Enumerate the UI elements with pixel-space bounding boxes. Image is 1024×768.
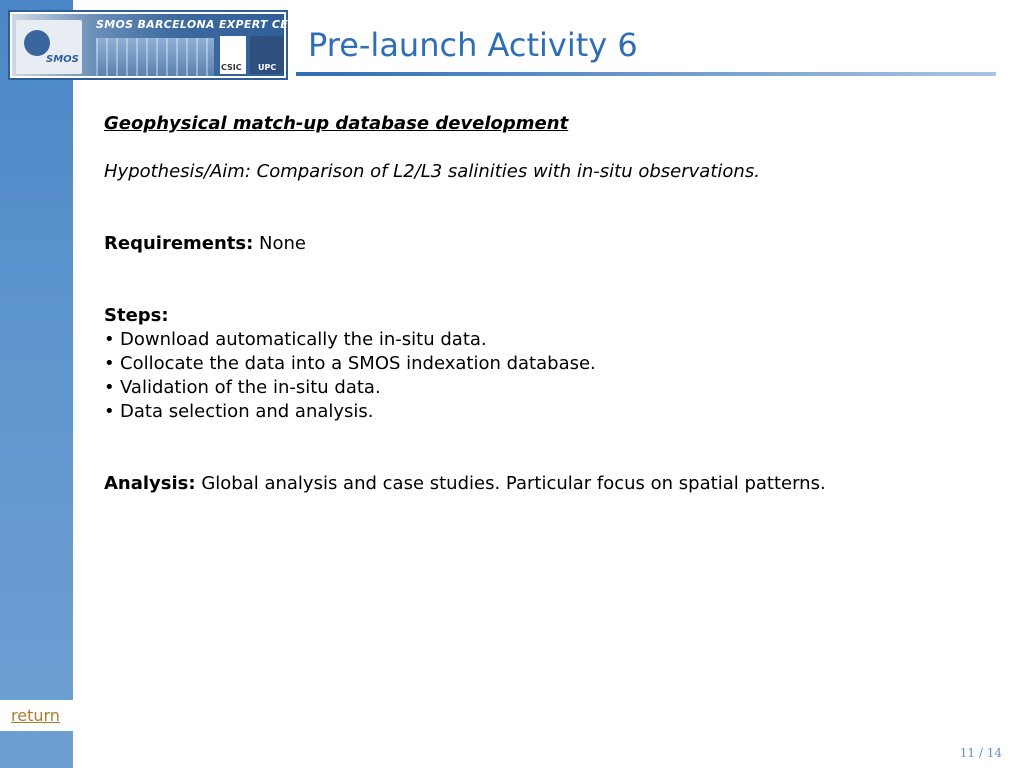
smos-logo-banner	[8, 10, 323, 80]
page-title: Pre-launch Activity 6	[308, 26, 638, 64]
satellite-icon	[24, 30, 50, 56]
steps-section	[104, 304, 984, 424]
step-text: Data selection and analysis.	[120, 401, 374, 422]
bullet-icon: •	[104, 329, 115, 350]
left-sidebar-bar	[0, 0, 73, 700]
step-text: Download automatically the in-situ data.	[120, 329, 487, 350]
return-link[interactable]: return	[11, 706, 60, 725]
csic-logo-text: CSIC	[221, 63, 242, 72]
page-number	[960, 746, 1002, 760]
page-separator: /	[975, 746, 987, 760]
bullet-icon: •	[104, 401, 115, 422]
page-total: 14	[986, 746, 1002, 760]
analysis-label: Analysis:	[104, 473, 196, 494]
page-current: 11	[959, 746, 976, 760]
list-item	[104, 400, 984, 424]
requirements-section	[104, 232, 984, 256]
logo-title: SMOS BARCELONA EXPERT CENTRE	[96, 18, 323, 31]
list-item	[104, 352, 984, 376]
list-item	[104, 328, 984, 352]
steps-label: Steps:	[104, 305, 169, 326]
list-item	[104, 376, 984, 400]
smos-emblem-icon	[16, 20, 82, 74]
logo-smos-text: SMOS	[46, 54, 79, 65]
step-text: Validation of the in-situ data.	[120, 377, 381, 398]
step-text: Collocate the data into a SMOS indexation database.	[120, 353, 596, 374]
steps-list	[104, 328, 984, 424]
slide-heading: Geophysical match-up database development	[104, 113, 569, 134]
building-image	[96, 38, 214, 76]
requirements-value: None	[253, 233, 307, 254]
analysis-value: Global analysis and case studies. Particular focus on spatial patterns.	[195, 473, 826, 494]
title-underline	[296, 72, 996, 76]
upc-logo-icon	[250, 36, 284, 74]
requirements-label: Requirements:	[104, 233, 254, 254]
hypothesis-text: Hypothesis/Aim: Comparison of L2/L3 salinities with in-situ observations.	[104, 161, 760, 182]
bullet-icon: •	[104, 377, 115, 398]
logo-inner	[12, 14, 323, 76]
analysis-section	[104, 472, 984, 496]
upc-logo-text: UPC	[258, 63, 277, 72]
bullet-icon: •	[104, 353, 115, 374]
left-sidebar-footer	[0, 731, 73, 768]
csic-logo-icon	[220, 36, 246, 74]
slide-content	[104, 112, 984, 496]
